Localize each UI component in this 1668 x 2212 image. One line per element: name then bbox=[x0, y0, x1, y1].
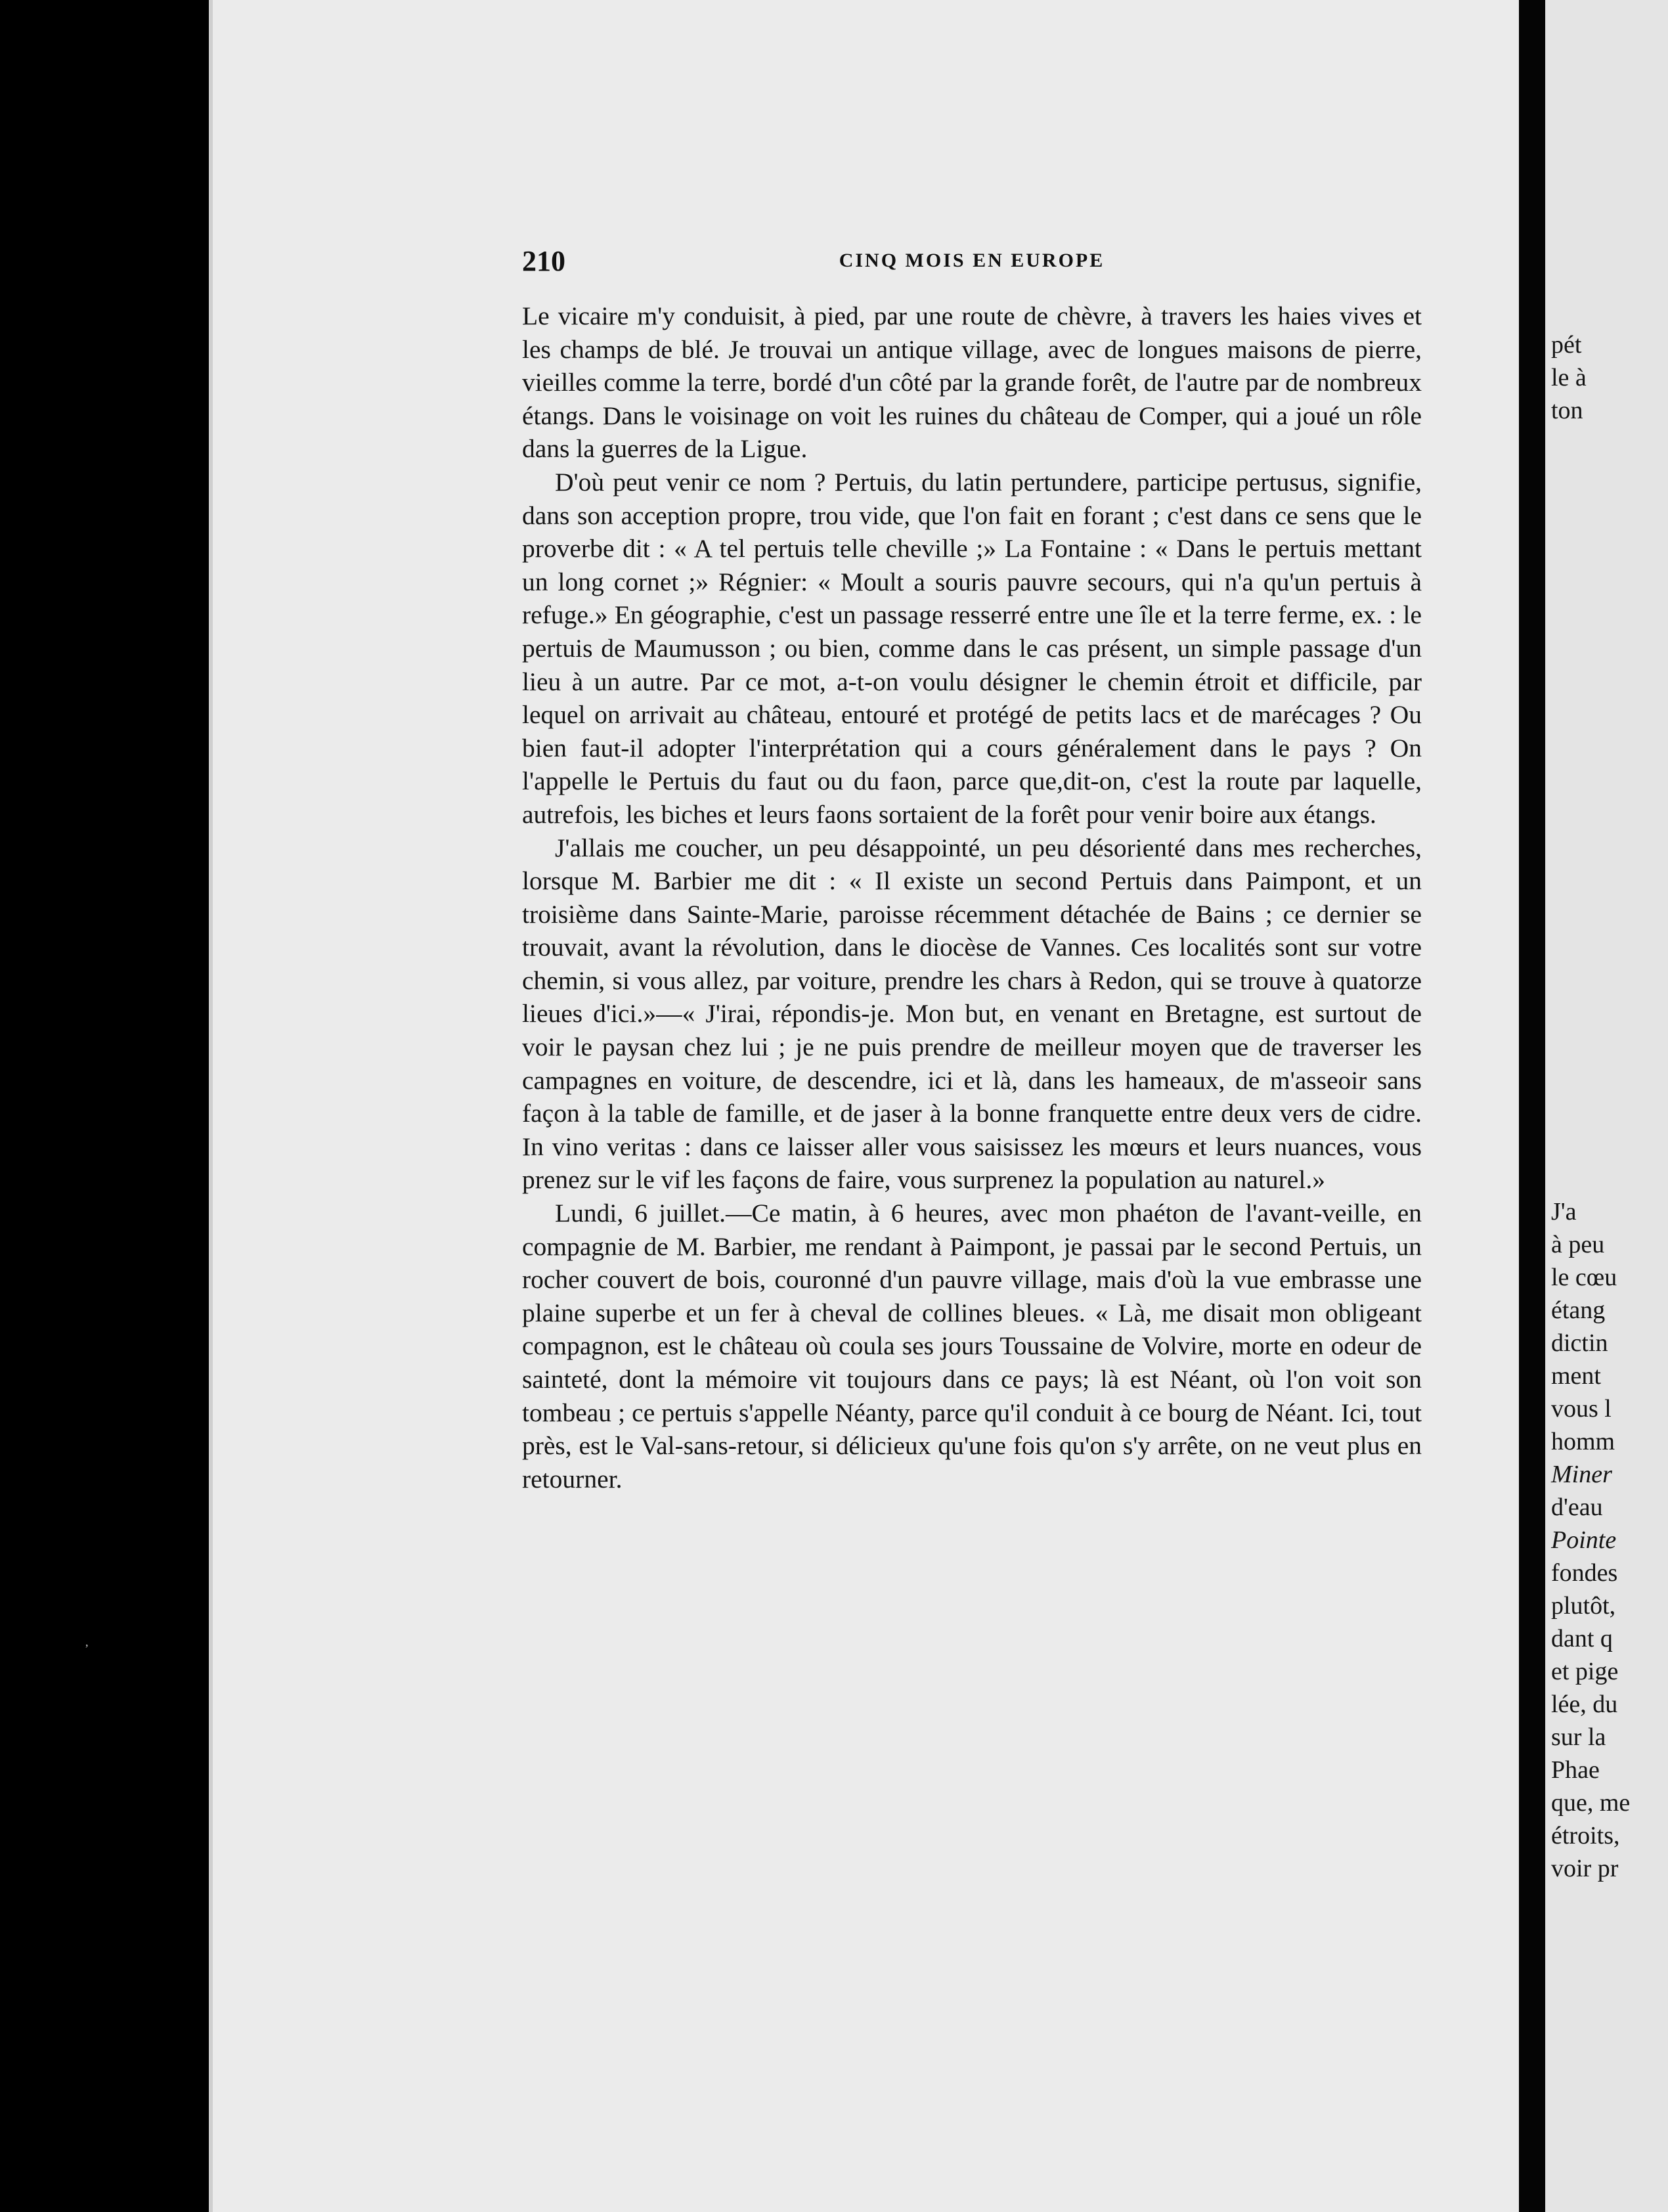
facing-line: étang bbox=[1551, 1296, 1606, 1324]
facing-line: étroits, bbox=[1551, 1822, 1620, 1849]
book-title: CINQ MOIS EN EUROPE bbox=[839, 250, 1105, 271]
facing-line: dictin bbox=[1551, 1329, 1608, 1357]
facing-line: lée, du bbox=[1551, 1691, 1618, 1718]
facing-line: et pige bbox=[1551, 1658, 1619, 1685]
scan-speck: , bbox=[85, 1635, 89, 1648]
facing-line: d'eau bbox=[1551, 1493, 1603, 1521]
facing-line: que, me bbox=[1551, 1789, 1631, 1817]
body-text bbox=[522, 299, 1422, 1495]
facing-line: à peu bbox=[1551, 1231, 1605, 1258]
facing-line: le cœu bbox=[1551, 1264, 1617, 1291]
facing-line: J'a bbox=[1551, 1198, 1577, 1226]
page-number: 210 bbox=[522, 245, 565, 277]
facing-line: le à bbox=[1551, 364, 1587, 391]
paragraph: Le vicaire m'y conduisit, à pied, par une route de chèvre, à travers les haies vives et les champs de blé. Je trouvai un antique village, avec de longues maisons de pierre, vieilles comme la terre, bordé d'un côté par la grande forêt, de l'autre par de nombreux étangs. Dans le voisinage on voit les ruines du château de Comper, qui a joué un rôle dans la guerres de la Ligue. bbox=[522, 301, 1422, 464]
facing-line: pét bbox=[1551, 331, 1582, 359]
facing-page-bottom-text bbox=[1551, 1195, 1630, 1885]
facing-line: Pointe bbox=[1551, 1526, 1617, 1554]
facing-line: plutôt, bbox=[1551, 1592, 1616, 1620]
facing-page-top-text bbox=[1551, 328, 1587, 427]
paragraph: J'allais me coucher, un peu désappointé, un peu désorienté dans mes recherches, lorsque M. Barbier me dit : « Il existe un second Pertuis dans Paimpont, et un troisième dans Sainte-Marie, paroisse récemment détachée de Bains ; ce dernier se trouvait, avant la révolution, dans le diocèse de Vannes. Ces localités sont sur votre chemin, si vous allez, par voiture, prendre les chars à Redon, qui se trouve à quatorze lieues d'ici.»—« J'irai, répondis-je. Mon but, en venant en Bretagne, est surtout de voir le paysan chez lui ; je ne puis prendre de meilleur moyen que de traverser les campagnes en voiture, de descendre, ici et là, dans les hameaux, de m'asseoir sans façon à la table de famille, et de jaser à la bonne franquette entre deux vers de cidre. In vino veritas : dans ce laisser aller vous saisissez les mœurs et leurs nuances, vous prenez sur le vif les façons de faire, vous surprenez la population au naturel.» bbox=[522, 833, 1422, 1195]
facing-line: sur la bbox=[1551, 1723, 1606, 1751]
paragraph: Lundi, 6 juillet.—Ce matin, à 6 heures, avec mon phaéton de l'avant-veille, en compagnie de M. Barbier, me rendant à Paimpont, je passai par le second Pertuis, un rocher couvert de bois, couronné d'un pauvre village, mais d'où la vue embrasse une plaine superbe et un fer à cheval de collines bleues. « Là, me disait mon obligeant compagnon, est le château où coula ses jours Toussaine de Volvire, morte en odeur de sainteté, dont la mémoire vit toujours dans ce pays; là est Néant, où l'on voit son tombeau ; ce pertuis s'appelle Néanty, parce qu'il conduit à ce bourg de Néant. Ici, tout près, est le Val-sans-retour, si délicieux qu'une fois qu'on s'y arrête, on ne veut plus en retourner. bbox=[522, 1199, 1422, 1493]
facing-line: vous l bbox=[1551, 1395, 1612, 1423]
scan-left-margin bbox=[0, 0, 209, 2212]
facing-line: dant q bbox=[1551, 1625, 1613, 1652]
facing-line: homm bbox=[1551, 1428, 1615, 1455]
facing-line: fondes bbox=[1551, 1559, 1618, 1587]
facing-line: ton bbox=[1551, 397, 1583, 424]
running-head bbox=[522, 244, 1422, 284]
book-gutter bbox=[1519, 0, 1545, 2212]
facing-line: voir pr bbox=[1551, 1855, 1619, 1882]
paragraph: D'où peut venir ce nom ? Pertuis, du latin pertundere, participe pertusus, signifie, dans son acception propre, trou vide, que l'on fait en forant ; c'est dans ce sens que le proverbe dit : « A tel pertuis telle cheville ;» La Fontaine : « Dans le pertuis mettant un long cornet ;» Régnier: « Moult a souris pauvre secours, qui n'a qu'un pertuis à refuge.» En géographie, c'est un passage resserré entre une île et la terre ferme, ex. : le pertuis de Maumusson ; ou bien, comme dans le cas présent, un simple passage d'un lieu à un autre. Par ce mot, a-t-on voulu désigner le chemin étroit et difficile, par lequel on arrivait au château, entouré et protégé de petits lacs et de marécages ? Ou bien faut-il adopter l'interprétation qui a cours généralement dans le pays ? On l'appelle le Pertuis du faut ou du faon, parce que,dit-on, c'est la route par laquelle, autrefois, les biches et leurs faons sortaient de la forêt pour venir boire aux étangs. bbox=[522, 467, 1422, 829]
facing-line: ment bbox=[1551, 1362, 1601, 1390]
facing-line: Phae bbox=[1551, 1756, 1600, 1784]
facing-line: Miner bbox=[1551, 1461, 1612, 1488]
